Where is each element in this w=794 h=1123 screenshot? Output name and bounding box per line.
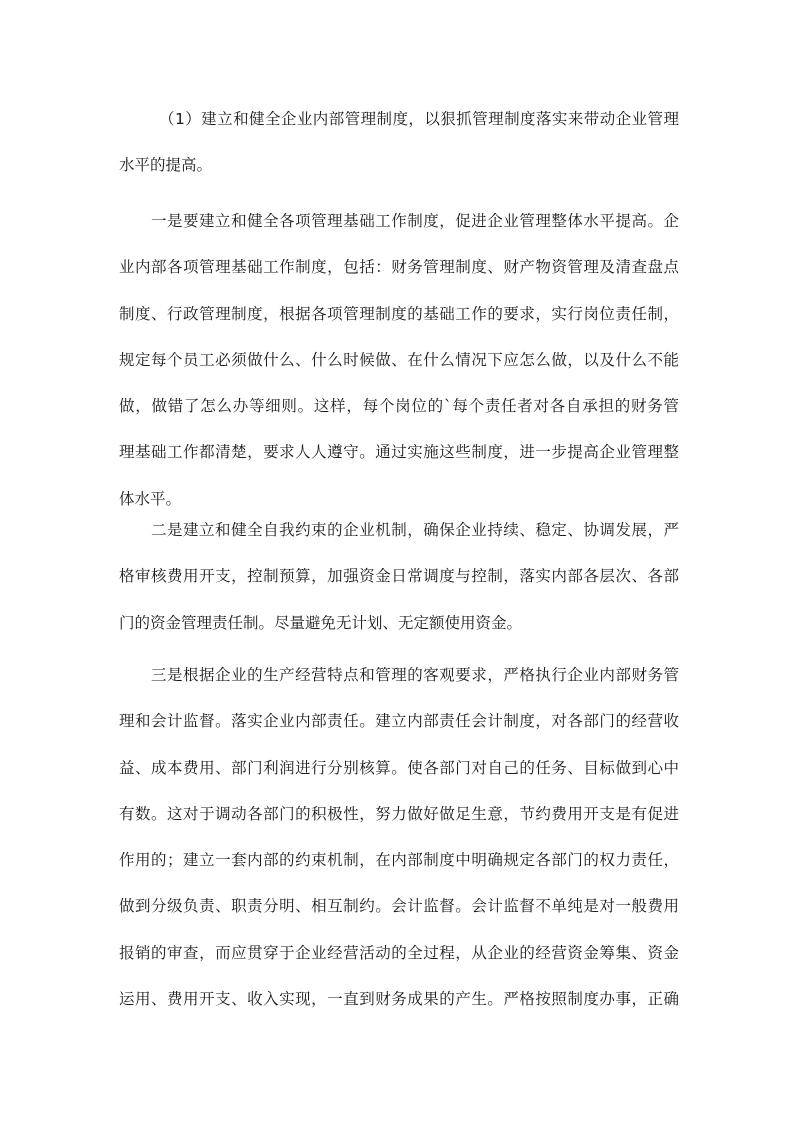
paragraph-line: 三是根据企业的生产经营特点和管理的客观要求，严格执行企业内部财务管: [151, 666, 679, 684]
heading-line: 水平的提高。: [119, 156, 213, 175]
paragraph-line: 体水平。: [119, 489, 182, 508]
paragraph-line: 规定每个员工必须做什么、什么时候做、在什么情况下应怎么做，以及什么不能: [119, 350, 679, 369]
paragraph-line: 做到分级负责、职责分明、相互制约。会计监督。会计监督不单纯是对一般费用: [119, 897, 679, 916]
heading-line: （1）建立和健全企业内部管理制度，以狠抓管理制度落实来带动企业管理: [159, 110, 679, 128]
paragraph-line: 制度、行政管理制度，根据各项管理制度的基础工作的要求，实行岗位责任制，: [119, 304, 679, 323]
paragraph-line: 理基础工作都清楚，要求人人遵守。通过实施这些制度，进一步提高企业管理整: [119, 443, 679, 462]
paragraph-line: 理和会计监督。落实企业内部责任。建立内部责任会计制度，对各部门的经营收: [119, 712, 679, 731]
paragraph-1: [119, 198, 679, 522]
paragraph-line: 业内部各项管理基础工作制度，包括：财务管理制度、财产物资管理及清查盘点: [119, 258, 679, 277]
paragraph-line: 报销的审查，而应贯穿于企业经营活动的全过程，从企业的经营资金筹集、资金: [119, 943, 679, 962]
paragraph-line: 益、成本费用、部门利润进行分别核算。使各部门对自己的任务、目标做到心中: [119, 758, 679, 777]
paragraph-line: 格审核费用开支，控制预算，加强资金日常调度与控制，落实内部各层次、各部: [119, 567, 679, 586]
paragraph-line: 二是建立和健全自我约束的企业机制，确保企业持续、稳定、协调发展，严: [151, 521, 679, 539]
paragraph-line: 门的资金管理责任制。尽量避免无计划、无定额使用资金。: [119, 613, 523, 632]
paragraph-line: 一是要建立和健全各项管理基础工作制度，促进企业管理整体水平提高。企: [151, 212, 679, 230]
paragraph-3: [119, 652, 679, 1022]
paragraph-line: 运用、费用开支、收入实现，一直到财务成果的产生。严格按照制度办事，正确: [119, 990, 679, 1009]
paragraph-line: 作用的；建立一套内部的约束机制，在内部制度中明确规定各部门的权力责任，: [119, 851, 679, 870]
paragraph-2: [119, 507, 679, 646]
paragraph-line: 有数。这对于调动各部门的积极性，努力做好做足生意，节约费用开支是有促进: [119, 804, 679, 823]
paragraph-line: 做，做错了怎么办等细则。这样，每个岗位的`每个责任者对各自承担的财务管: [119, 397, 679, 416]
section-heading: [119, 96, 679, 189]
